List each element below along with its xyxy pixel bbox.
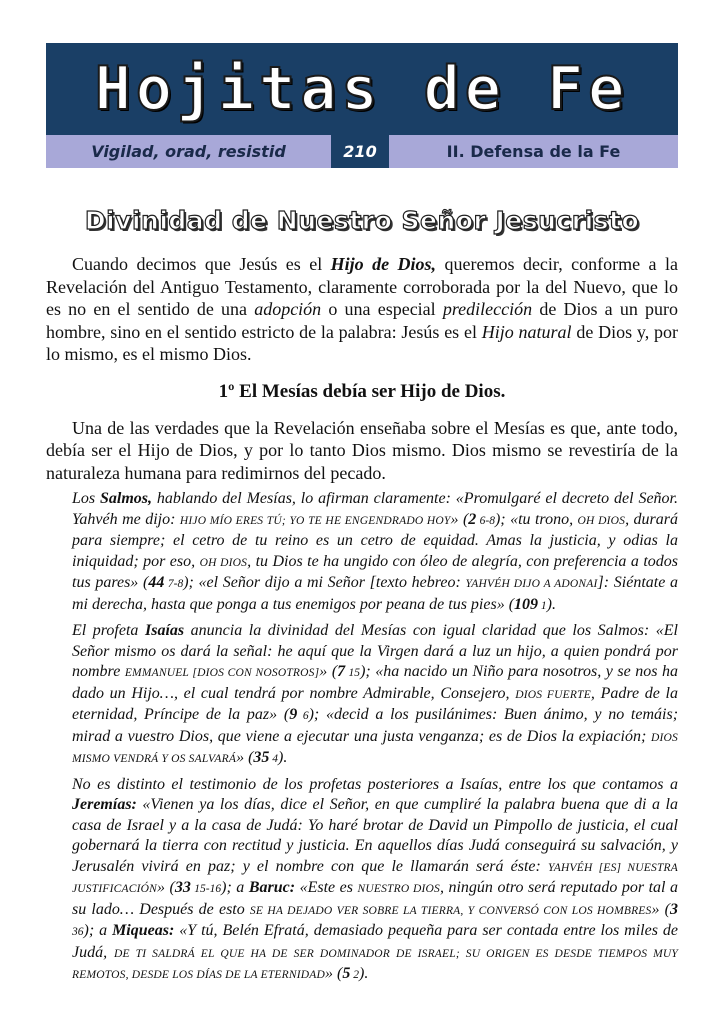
section-label: II. Defensa de la Fe bbox=[446, 142, 621, 161]
document-title: Divinidad de Nuestro Señor Jesucristo bbox=[84, 206, 640, 235]
header-bar bbox=[46, 135, 678, 168]
issue-number: 210 bbox=[331, 135, 389, 168]
header-banner bbox=[46, 43, 678, 168]
salmos-quote: Los Salmos, hablando del Mesías, lo afirman claramente: «Promulgaré el decreto del Señor. Yahvéh me dijo: HIJO MÍO ERES TÚ; YO TE HE ENGENDRADO HOY» (2 6-8); «tu trono, OH DIOS, durará para siempre; el cetro de tu reino es un cetro de equidad. Amas la justicia, y odias la iniquidad; por eso, OH DIOS, tu Dios te ha ungido con óleo de alegría, con preferencia a todos tus pares» (44 7-8); «el Señor dijo a mi Señor [texto hebreo: YAHVÉH DIJO A ADONAI]: Siéntate a mi derecha, hasta que ponga a tus enemigos por peana de tus pies» (109 1). bbox=[72, 490, 679, 613]
section-paragraph: Una de las verdades que la Revelación enseñaba sobre el Mesías es que, ante todo, debía ser el Hijo de Dios, y por lo tanto Dios mismo. Dios mismo se revestiría de la naturaleza humana para redimirnos del pecado. bbox=[46, 417, 678, 483]
section-heading: 1º El Mesías debía ser Hijo de Dios. bbox=[218, 380, 506, 402]
profetas-quote: No es distinto el testimonio de los profetas posteriores a Isaías, entre los que contamos a Jeremías: «Vienen ya los días, dice el Señor, en que cumpliré la palabra buena que di a la casa de Israel y a la casa de Judá: Yo haré brotar de David un Pimpollo de justicia, el cual gobernará la tierra con rectitud y justicia. En aquellos días Judá conseguirá su salvación, y Jerusalén vivirá en paz; y el nombre con que le llamarán será éste: YAHVÉH [ES] NUESTRA JUSTIFICACIÓN» (33 15-16); a Baruc: «Este es NUESTRO DIOS, ningún otro será reputado por tal a su lado… Después de esto SE HA DEJADO VER SOBRE LA TIERRA, Y CONVERSÓ CON LOS HOMBRES» (3 36); a Miqueas: «Y tú, Belén Efratá, demasiado pequeña para ser contada entre los miles de Judá, DE TI SALDRÁ EL QUE HA DE SER DOMINADOR DE ISRAEL; SU ORIGEN ES DESDE TIEMPOS MUY REMOTOS, DESDE LOS DÍAS DE LA ETERNIDAD» (5 2). bbox=[72, 775, 679, 982]
article-body bbox=[46, 253, 678, 986]
intro-paragraph: Cuando decimos que Jesús es el Hijo de Dios, queremos decir, conforme a la Revelación del Antiguo Testamento, claramente corroborada por la del Nuevo, que lo es no en el sentido de una adopción o una especial predilección de Dios a un puro hombre, sino en el sentido estricto de la palabra: Jesús es el Hijo natural de Dios y, por lo mismo, es el mismo Dios. bbox=[46, 254, 678, 364]
isaias-quote: El profeta Isaías anuncia la divinidad del Mesías con igual claridad que los Salmos: «El Señor mismo os dará la señal: he aquí que la Virgen dará a luz un hijo, a quien pondrá por nombre EMMANUEL [DIOS CON NOSOTROS]» (7 15); «ha nacido un Niño para nosotros, y se nos ha dado un Hijo…, el cual tendrá por nombre Admirable, Consejero, DIOS FUERTE, Padre de la eternidad, Príncipe de la paz» (9 6); «decid a los pusilánimes: Buen ánimo, y no temáis; mirad a vuestro Dios, que viene a ejecutar una justa venganza; es de Dios la expiación; DIOS MISMO VENDRÁ Y OS SALVARÁ» (35 4). bbox=[72, 622, 679, 766]
publication-title: Hojitas de Fe bbox=[94, 54, 630, 124]
motto: Vigilad, orad, resistid bbox=[91, 142, 286, 161]
